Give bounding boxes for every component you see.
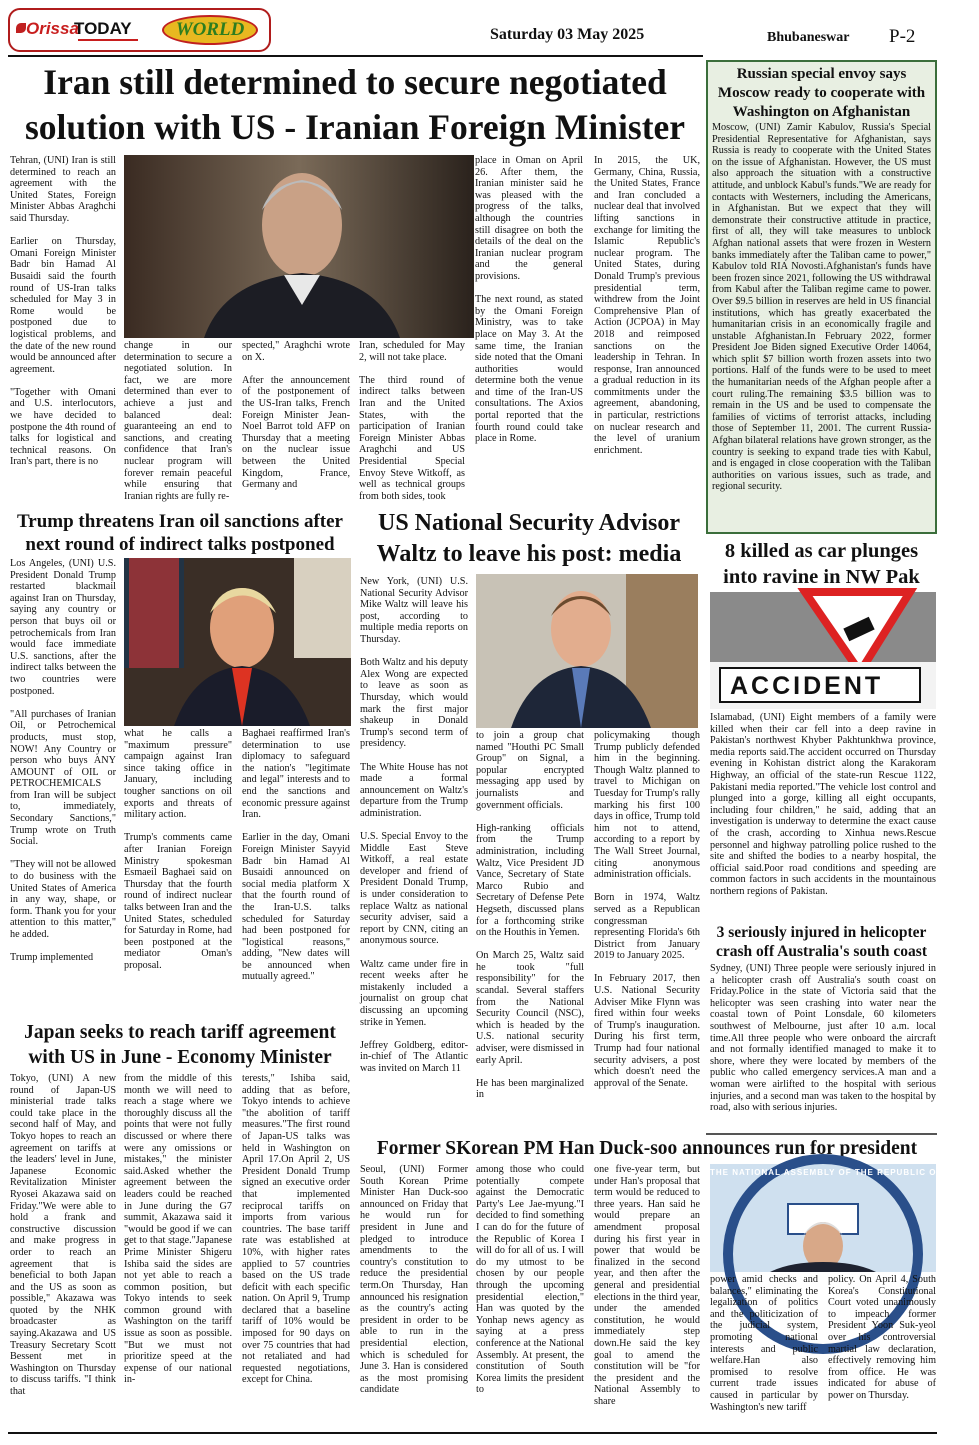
masthead xyxy=(8,8,271,52)
japan-col2: from the middle of this month we will need to reach a stage where we thoroughly discuss all the points that were not fully discussed or where there were any omissions or mistakes," the minister said.Asked whether the agreement between the leaders could be reached in June during the G7 summit, Akazawa said it "would be good if we can get to that stage."Japanese Prime Minister Shigeru Ishiba said the sides are not yet able to reach a common position, but Tokyo intends to seek common ground with Washington on the tariff issue as soon as possible. "But we must not prioritize speed at the expense of our national in- xyxy=(124,1073,235,1386)
waltz-photo xyxy=(476,574,698,728)
paper-logo-leaf-icon xyxy=(16,23,26,33)
bottom-rule xyxy=(8,1432,937,1434)
right-col-rule xyxy=(706,1133,937,1135)
iran-col5: In 2015, the UK, Germany, China, Russia, the United States, France and Iran concluded a nuclear deal that involved lifting sanctions in exchange for limiting the Islamic Republic's nuclear program. The United States, during Donald Trump's previous presidential term, withdrew from the Joint Comprehensive Plan of Action (JCPOA) in May 2018 and reimposed sanctions on the leadership in Tehran. In response, Iran announced a gradual reduction in its commitments under the agreement, abandoning, in particular, restrictions on nuclear research and the level of uranium enrichment. xyxy=(594,155,703,456)
issue-date: Saturday 03 May 2025 xyxy=(490,26,645,43)
trump-oil-col2: what he calls a "maximum pressure" campaign against Iran since taking office in January, including tougher sanctions on oil exports and threats of military action. Trump's comments came after Iranian Foreign Ministry spokesman Esmaeil Baghaei said on Thursday that the fourth round of indirect nuclear talks between Iran and the United States, scheduled for Saturday in Rome, had been postponed at the mediator Oman's proposal. xyxy=(124,728,232,971)
section-badge xyxy=(162,15,258,45)
japan-col3: terests," Ishiba said, adding that as before, Tokyo intends to achieve "the abolition of tariff measures."The first round of Japan-US talks was held in Washington on April 17.On April 2, US President Donald Trump signed an executive order that implemented reciprocal tariffs on imports from various countries. The base tariff rate was established at 10%, with higher rates applied to 57 countries based on the US trade deficit with each specific nation. On April 9, Trump declared that a baseline tariff of 10% would be imposed for 90 days on over 75 countries that had not retaliated and had requested negotiations, except for China. xyxy=(242,1073,353,1386)
iran-col2: change in our determination to secure a negotiated solution. In fact, we are more determined than ever to achieve a just and balanced deal: guaranteeing an end to sanctions, and creating confidence that Iran's nuclear program will forever remain peaceful while ensuring that Iranian rights are fully re- xyxy=(124,340,235,502)
waltz-col2: to join a group chat named "Houthi PC Small Group" on Signal, a popular encrypted messaging app used by journalists and government officials. High-ranking officials from the Trump administration, including Waltz, Vice President JD Vance, Secretary of State Marco Rubio and Secretary of Defense Pete Hegseth, discussed plans for a forthcoming strike on the Houthis in Yemen. On March 25, Waltz said he took "full responsibility" for the scandal. Several staffers from the National Security Council (NSC), which is headed by the U.S. national security adviser, were dismissed in early April. He has been marginalized in xyxy=(476,730,584,1101)
iran-col3: spected," Araghchi wrote on X. After the announcement of the postponement of the US-Iran talks, French Foreign Minister Jean-Noel Barrot told AFP on Thursday that a meeting on the nuclear issue between the United Kingdom, France, Germany and xyxy=(242,340,350,491)
korea-col3: one five-year term, but under Han's proposal that term would be reduced to three years. Han said he would prepare an amendment proposal during his first year in power that would be finalized in the second year, and then after the general and presidential elections in the third year, under the amended constitution, he would immediately step down.He said the key goal to amend the constitution will be "for the president and the National Assembly to share xyxy=(594,1164,703,1407)
accident-sign-text: ACCIDENT xyxy=(730,672,884,700)
korea-col5: policy. On April 4, South Korea's Constitutional Court voted unanimously to impeach former President Yoon Suk-yeol over his controversial martial law declaration, effectively removing him from office. He was indicated for abuse of power on Thursday. xyxy=(828,1274,939,1401)
waltz-col3: policymaking though Trump publicly defended him in the beginning. Though Waltz planned to travel to Michigan on Tuesday for Trump's rally marking his first 100 days in office, Trump told him not to attend, according to a report by The Wall Street Journal, citing anonymous administration officials. Born in 1974, Waltz served as a Republican congressman representing Florida's 6th District from January 2019 to January 2025. In February 2017, then U.S. National Security Adviser Mike Flynn was fired within four weeks of Trump's inauguration. During his first term, Trump had four national security advisers, a post which doesn't need the approval of the Senate. xyxy=(594,730,700,1089)
city-name: Bhubaneswar xyxy=(767,30,850,45)
araghchi-photo xyxy=(124,155,474,338)
trump-photo xyxy=(124,558,351,726)
waltz-col1: New York, (UNI) U.S. National Security Advisor Mike Waltz will leave his post, according to multiple media reports on Thursday. Both Waltz and his deputy Alex Wong are expected to leave as soon as Thursday, which would mark the first major shakeup in Donald Trump's second term of presidency. The White House has not made a formal announcement on Waltz's departure from the Trump administration. U.S. Special Envoy to the Middle East Steve Witkoff, a real estate developer and friend of President Donald Trump, is under consideration to replace Waltz as national security adviser, said a report by CNN, citing an anonymous source. Waltz came under fire in recent weeks after he mistakenly included a journalist on group chat discussing an upcoming strike in Yemen. Jeffrey Goldberg, editor-in-chief of The Atlantic was invited on March 11 xyxy=(360,576,468,1074)
japan-col1: Tokyo, (UNI) A new round of Japan-US ministerial trade talks could take place in the second half of May, and Tokyo hopes to reach an agreement on tariffs at the leaders' level in June, Japanese Economic Revitalization Minister Ryosei Akazawa said on Friday."We were able to hold a frank and constructive discussion and make progress in order to reach an agreement that is beneficial to both Japan and the US as soon as possible," Akazawa was quoted by the NHK broadcaster as saying.Akazawa and US Treasury Secretary Scott Bessent met in Washington on Thursday to discuss tariffs. "I think that xyxy=(10,1073,119,1398)
aus-headline: 3 seriously injured in helicopter crash off Australia's south coast xyxy=(716,924,927,960)
iran-headline: Iran still determined to secure negotiated solution with US - Iranian Foreign Minister xyxy=(24,62,686,147)
paper-name-big: TODAY xyxy=(74,19,132,38)
section-label: WORLD xyxy=(175,19,245,40)
paper-name-small: Orissa xyxy=(26,19,79,38)
trump-oil-headline: Trump threatens Iran oil sanctions after next round of indirect talks postponed xyxy=(17,511,343,555)
japan-headline: Japan seeks to reach tariff agreement with US in June - Economy Minister xyxy=(24,1022,336,1068)
masthead-rule xyxy=(8,55,703,57)
iran-col4a: Iran, scheduled for May 2, will not take place. The third round of indirect talks between Iran and the United States, with the participation of Iranian Foreign Minister Abbas Araghchi and US Presidential Special Envoy Steve Witkoff, as well as technical groups from both sides, took xyxy=(359,340,465,502)
russia-headline: Russian special envoy says Moscow ready to cooperate with Washington on Afghanistan xyxy=(717,66,926,120)
pak-body: Islamabad, (UNI) Eight members of a family were killed when their car fell into a deep ravine in Pakistan's northwest Khyber Pakhtunkhwa province, media reports said.The accident occurred on Thursday evening in Kohistan district along the Karakoram Highway, an official of the state-run Rescue 1122, Pakistani media reported."The vehicle lost control and plunged into a gorge, killing all eight occupants, including four children," he said, adding that an investigation is underway to determine the exact cause of the crash, according to Xinhua news.Rescue personnel and highway patrolling police rushed to the site and shifted the bodies to a nearby hospital, the official said.Poor road conditions and speeding are common factors in such accidents in the mountainous northern regions of Pakistan. xyxy=(710,712,939,897)
accident-photo xyxy=(710,592,936,709)
pak-headline: 8 killed as car plunges into ravine in NW Pak xyxy=(723,540,920,588)
han-photo-backdrop-text: THE NATIONAL ASSEMBLY OF THE REPUBLIC OF KOREA xyxy=(710,1168,979,1177)
trump-oil-col3: Baghaei reaffirmed Iran's determination to use diplomacy to safeguard the nation's "legitimate and legal" interests and to end the sanctions and economic pressure against Iran. Earlier in the day, Omani Foreign Minister Sayyid Badr bin Hamad Al Busaidi announced on social media platform X that the fourth round of the Iran-U.S. talks scheduled for Saturday had been postponed for "logistical reasons," adding, "New dates will be announced when mutually agreed." xyxy=(242,728,350,983)
korea-col2: among those who could potentially compete against the Democratic Party's Lee Jae-myung."I decided to find something I can do for the future of the Republic of Korea I will do for all of us. I will do my utmost to be chosen by our people through the upcoming presidential election," Han was quoted by the Yonhap news agency as saying at a press conference at the National Assembly. At present, the constitution of South Korea limits the president to xyxy=(476,1164,587,1396)
korea-col4: power amid checks and balances," eliminating the legalization of politics and the politicization of the judicial system, promoting national interests and public welfare.Han also promised to resolve current trade issues caused in particular by Washington's new tariff xyxy=(710,1274,821,1413)
russia-body: Moscow, (UNI) Zamir Kabulov, Russia's Special Presidential Representative for Afghanistan, says Russia is ready to cooperate with the United States on the issue of Afghanistan. However, the US must also approach the situation with a constructive attitude, and unblock Kabul's funds."We are ready for contacts with Westerners, including the Americans, in Afghanistan. But we expect that they will demonstrate their constructive attitude in practice, first of all, they will take measures to unblock Afghan national assets that were frozen in Western banks immediately after the Taliban came to power," Kabulov told RIA Novosti.Afghanistan's funds have been frozen since 2021, following the US withdrawal from Kabul after the Taliban regime came to power. Over $9.5 billion in reserves are held in US financial institutions, which has greatly exacerbated the humanitarian crisis in an economically fragile and unstable Afghanistan.In February 2022, former President Joe Biden signed Executive Order 14064, which split $7 billion worth frozen assets into two portions. Half of the funds were to be used to meet the humanitarian needs of the Afghan people after a court ruling.The remaining $3.5 billion was to remain in the US and be used to compensate the families of victims of terrorist attacks, including those of September 11, 2001. The current Russia-Afghan bilateral relations have grown stronger, as the country is seeking to expand trade ties with Kabul, and is engaged in close cooperation with the Taliban authorities on various issues, such as trade, and regional security. xyxy=(712,122,934,493)
russia-box xyxy=(706,60,937,534)
page-number: P-2 xyxy=(889,26,916,47)
korea-col1: Seoul, (UNI) Former South Korean Prime Minister Han Duck-soo announced on Friday that he would run for president in June and pledged to introduce amendments to the country's constitution to reduce the presidential term.On Thursday, Han announced his resignation as the country's acting president in order to be able to run in the presidential election, which is scheduled for June 3. Han is considered as the most promising candidate xyxy=(360,1164,471,1396)
han-photo xyxy=(710,1164,979,1272)
logo-tagline xyxy=(78,39,138,41)
trump-oil-col1: Los Angeles, (UNI) U.S. President Donald Trump restarted blackmail against Iran on Thursday, saying any country or person that buys oil or petrochemicals from Iran would face immediate U.S. sanctions, after the indirect talks between the two countries were postponed. "All purchases of Iranian Oil, or Petrochemical products, must stop, NOW! Any Country or person who buys ANY AMOUNT of OIL or PETROCHEMICALS from Iran will be subject to, immediately, Secondary Sanctions," Trump wrote on Truth Social. "They will not be allowed to do business with the United States of America in any way, shape, or form. Thank you for your attention to this matter," he added. Trump implemented xyxy=(10,558,117,964)
korea-headline: Former SKorean PM Han Duck-soo announces run for president xyxy=(376,1138,918,1159)
paper-logo[interactable] xyxy=(16,17,156,45)
aus-body: Sydney, (UNI) Three people were seriously injured in a helicopter crash off Australia's south coast on Friday.Police in the state of Victoria said that the helicopter was seen crashing into water near the coastal town of Point Lonsdale, 60 kilometers southwest of Melbourne, just after 10 a.m. local time.All three people who were onboard the aircraft and not formally identified managed to make it to shore, where they were located by members of the public who called emergency services.A man and a woman were airlifted to the hospital with serious injuries, and a second man was taken to the hospital by road, also with serious injuries. xyxy=(710,963,939,1114)
iran-col4b: place in Oman on April 26. After them, the Iranian minister said he was pleased with the progress of the talks, although the countries still disagree on both the details of the deal on the Iranian nuclear program and the general provisions. The next round, as stated by the Omani Foreign Ministry, was to take place on May 3. At the same time, the Iranian side noted that the Omani authorities would determine both the venue and time of the Iran-US consultations. The Axios portal reported that the fourth round could take place in Rome. xyxy=(475,155,583,445)
waltz-headline: US National Security Advisor Waltz to leave his post: media xyxy=(376,510,682,567)
iran-col1: Tehran, (UNI) Iran is still determined to reach an agreement with the United States, Foreign Minister Abbas Araghchi said Thursday. Earlier on Thursday, Omani Foreign Minister Badr bin Hamad Al Busaidi said the fourth round of US-Iran talks scheduled for May 3 in Rome would be postponed due to logistical problems, and the date of the new round would be announced after agreement. "Together with Omani and U.S. interlocutors, we have decided to postpone the 4th round of talks for logistical and technical reasons. On Iran's part, there is no xyxy=(10,155,116,468)
